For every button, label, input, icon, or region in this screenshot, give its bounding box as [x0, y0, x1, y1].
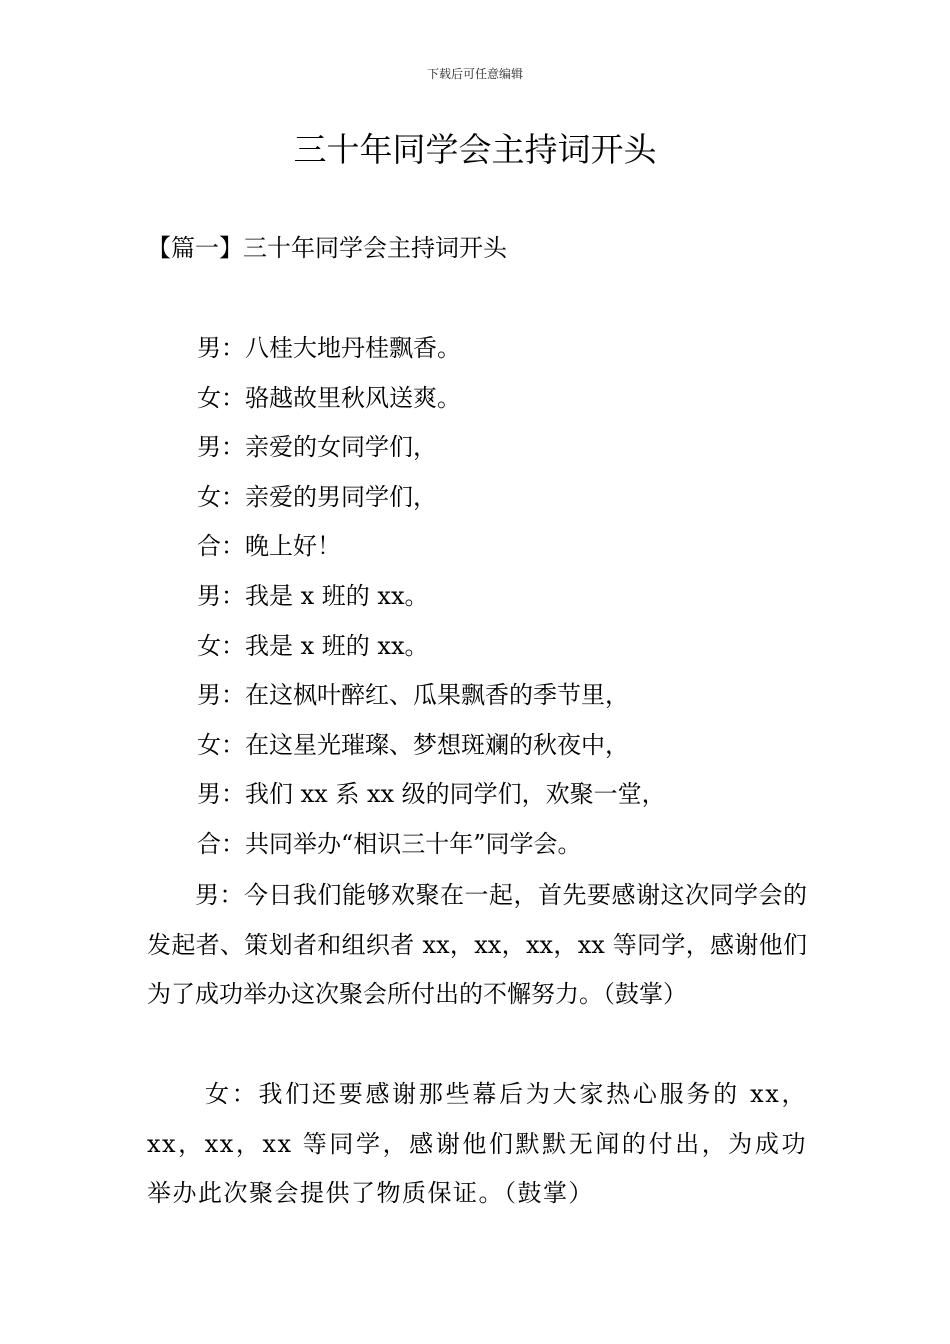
dialogue-line: 合：晚上好！: [197, 532, 341, 561]
dialogue-line: 男：我是 x 班的 xx。: [197, 581, 429, 610]
dialogue-line: 女：骆越故里秋风送爽。: [197, 383, 461, 412]
document-title: 三十年同学会主持词开头: [293, 130, 657, 169]
dialogue-line: 女：在这星光璀璨、梦想斑斓的秋夜中，: [197, 730, 629, 759]
dialogue-line: 男：在这枫叶醉红、瓜果飘香的季节里，: [197, 681, 629, 710]
dialogue-line: 女：亲爱的男同学们，: [197, 482, 437, 511]
dialogue-line: 女：我是 x 班的 xx。: [197, 631, 429, 660]
header-note: 下载后可任意编辑: [426, 67, 523, 81]
paragraph-thanks-helpers: 女：我们还要感谢那些幕后为大家热心服务的 xx，xx，xx，xx 等同学，感谢他们默默无闻的付出，为成功举办此次聚会提供了物质保证。（鼓掌）: [147, 1080, 807, 1208]
dialogue-lines: [197, 330, 666, 876]
paragraph-thanks-organizers: 男：今日我们能够欢聚在一起，首先要感谢这次同学会的发起者、策划者和组织者 xx，xx，xx，xx 等同学，感谢他们为了成功举办这次聚会所付出的不懈努力。（鼓掌）: [147, 881, 807, 1009]
section-heading: 【篇一】三十年同学会主持词开头: [147, 234, 507, 262]
dialogue-line: 合：共同举办“相识三十年”同学会。: [197, 829, 582, 858]
dialogue-line: 男：我们 xx 系 xx 级的同学们，欢聚一堂，: [197, 780, 666, 809]
dialogue-line: 男：亲爱的女同学们，: [197, 433, 437, 462]
dialogue-line: 男：八桂大地丹桂飘香。: [197, 334, 461, 362]
